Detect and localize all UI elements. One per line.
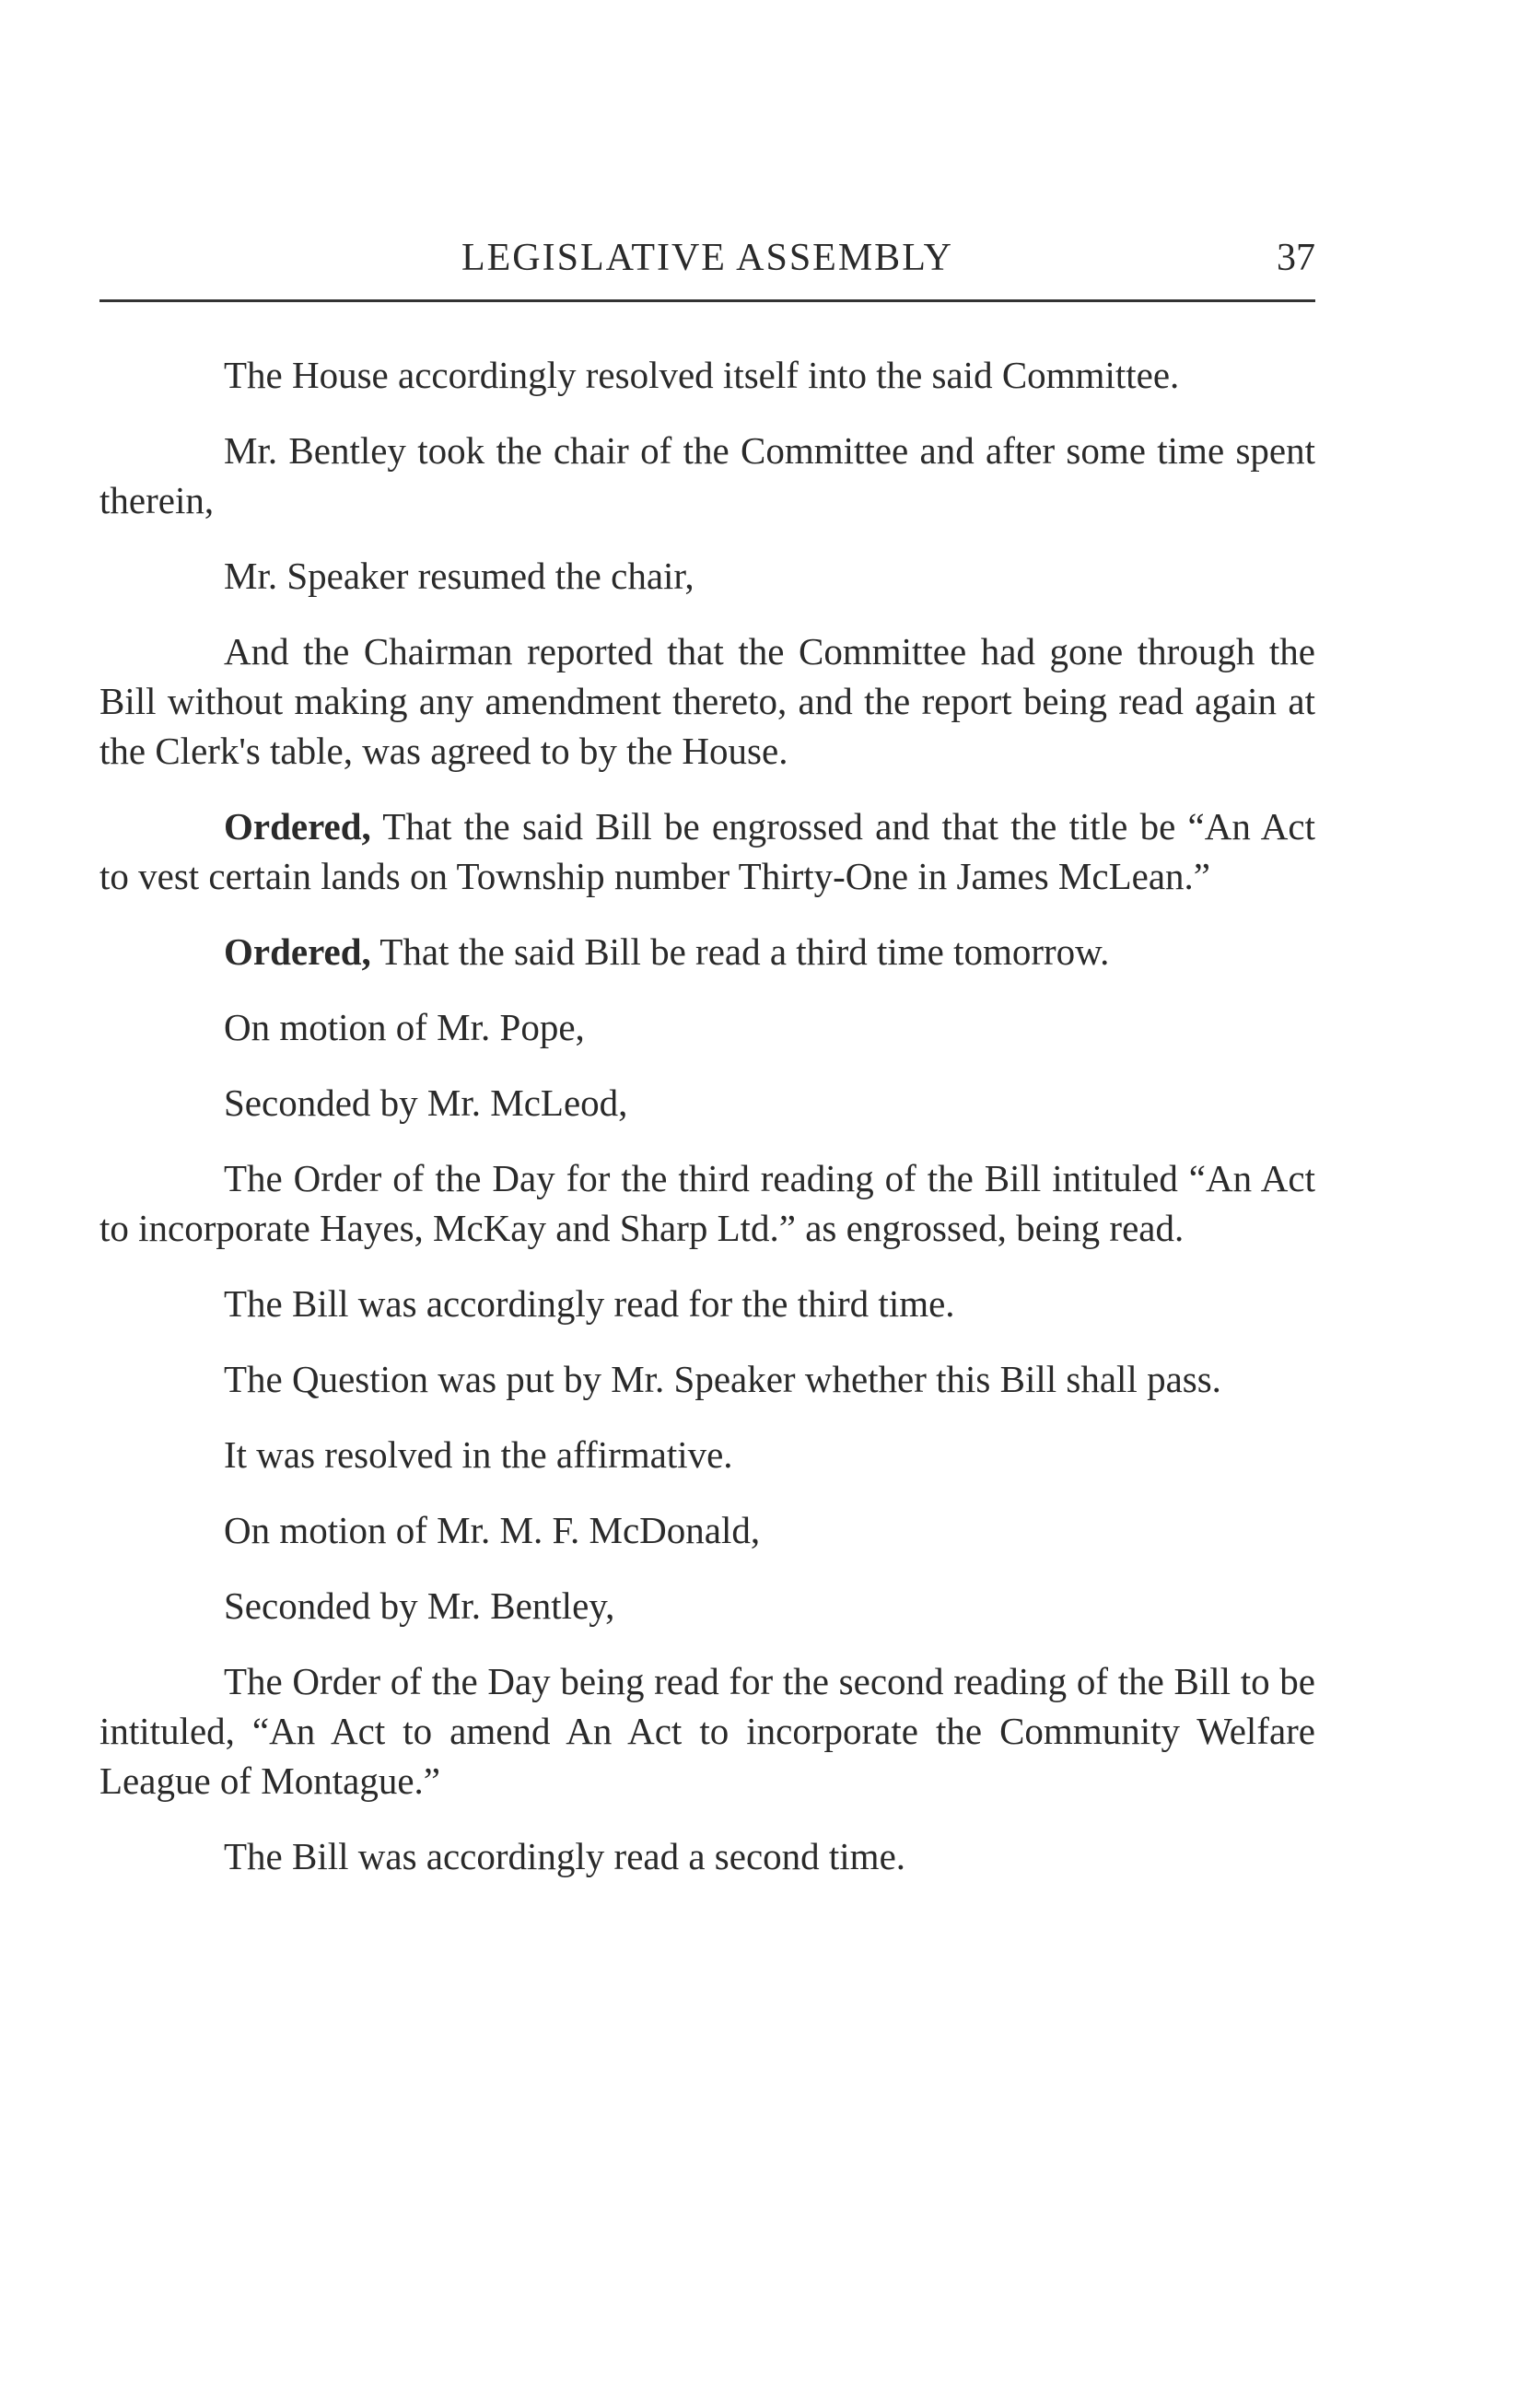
running-title: LEGISLATIVE ASSEMBLY xyxy=(461,237,953,279)
paragraph xyxy=(99,626,1315,776)
paragraph-text: On motion of Mr. M. F. McDonald, xyxy=(224,1509,761,1551)
paragraph xyxy=(99,350,1315,400)
page-number: 37 xyxy=(1277,237,1315,279)
paragraph xyxy=(99,1430,1315,1479)
paragraph xyxy=(99,1002,1315,1052)
paragraph xyxy=(99,551,1315,601)
paragraph-text: The Question was put by Mr. Speaker whether this Bill shall pass. xyxy=(224,1358,1221,1400)
paragraph xyxy=(99,1279,1315,1328)
paragraph xyxy=(99,1656,1315,1806)
paragraph xyxy=(99,1078,1315,1128)
paragraph xyxy=(99,1505,1315,1555)
header-rule xyxy=(99,299,1315,302)
paragraph-lead: Ordered, xyxy=(224,930,371,973)
paragraph-text: It was resolved in the affirmative. xyxy=(224,1433,733,1476)
paragraph-text: That the said Bill be engrossed and that the title be “An Act to vest certain lands on Township number Thirty-One in James McLean.” xyxy=(99,805,1315,897)
paragraph-text: The Bill was accordingly read a second time. xyxy=(224,1835,906,1877)
paragraph-lead: Ordered, xyxy=(224,805,371,847)
paragraph xyxy=(99,1581,1315,1631)
paragraph-text: The Order of the Day being read for the second reading of the Bill to be intituled, “An Act to amend An Act to incorporate the Community Welfare League of Montague.” xyxy=(99,1660,1315,1802)
paragraph-text: Mr. Bentley took the chair of the Committee and after some time spent therein, xyxy=(99,429,1315,521)
paragraph-text: The Bill was accordingly read for the third time. xyxy=(224,1282,955,1325)
paragraph-text: Seconded by Mr. McLeod, xyxy=(224,1081,628,1124)
paragraph-text: And the Chairman reported that the Committee had gone through the Bill without making any amendment thereto, and the report being read again at the Clerk's table, was agreed to by the House. xyxy=(99,630,1315,772)
paragraph xyxy=(99,1831,1315,1881)
body-text xyxy=(99,350,1315,1907)
paragraph-text: The Order of the Day for the third reading of the Bill intituled “An Act to incorporate Hayes, McKay and Sharp Ltd.” as engrossed, being read. xyxy=(99,1157,1315,1249)
paragraph xyxy=(99,1153,1315,1253)
paragraph-text: Mr. Speaker resumed the chair, xyxy=(224,555,694,597)
paragraph xyxy=(99,927,1315,976)
paragraph-text: The House accordingly resolved itself into the said Committee. xyxy=(224,354,1180,396)
paragraph-text: On motion of Mr. Pope, xyxy=(224,1006,585,1048)
page-header xyxy=(99,230,1315,286)
paragraph xyxy=(99,801,1315,901)
paragraph-text: That the said Bill be read a third time tomorrow. xyxy=(370,930,1110,973)
paragraph xyxy=(99,426,1315,525)
paragraph xyxy=(99,1354,1315,1404)
paragraph-text: Seconded by Mr. Bentley, xyxy=(224,1584,615,1627)
